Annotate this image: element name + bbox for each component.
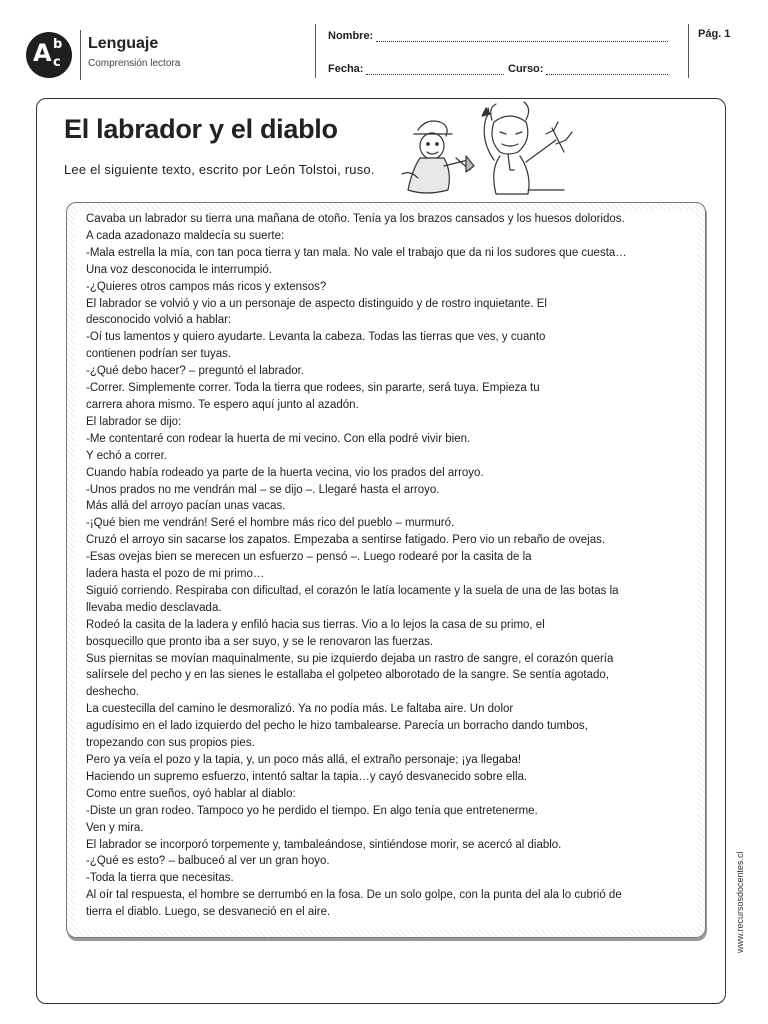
story-line: -¿Qué es esto? – balbuceó al ver un gran hoyo. [86, 855, 330, 868]
story-line: -Me contentaré con rodear la huerta de mi vecino. Con ella podré vivir bien. [86, 432, 471, 445]
name-field[interactable] [328, 30, 668, 42]
logo-letter-c: c [53, 55, 61, 70]
name-blank-line[interactable] [376, 30, 668, 42]
page-title: El labrador y el diablo [64, 114, 338, 144]
story-line: carrera ahora mismo. Te espero aquí junto al azadón. [86, 398, 359, 411]
story-line: Siguió corriendo. Respiraba con dificultad, el corazón le latía locamente y la suela de una de las botas la [86, 584, 619, 597]
intro-instruction: Lee el siguiente texto, escrito por León Tolstoi, ruso. [64, 162, 375, 177]
date-blank-line[interactable] [366, 63, 504, 75]
story-line: El labrador se incorporó torpemente y, tambaleándose, sintiéndose morir, se acercó al diablo. [86, 838, 562, 851]
story-line: -Oí tus lamentos y quiero ayudarte. Levanta la cabeza. Todas las tierras que ves, y cuanto [86, 331, 546, 344]
story-line: -¿Qué debo hacer? – preguntó el labrador. [86, 365, 305, 378]
story-line: Cavaba un labrador su tierra una mañana de otoño. Tenía ya los brazos cansados y los huesos doloridos. [86, 213, 625, 225]
story-line: Al oír tal respuesta, el hombre se derrumbó en la fosa. De un solo golpe, con la punta del ala lo cubrió de [86, 889, 622, 902]
story-line: -Mala estrella la mía, con tan poca tierra y tan mala. No vale el trabajo que da ni los sudores que cuesta… [86, 246, 627, 259]
story-line: desconocido volvió a hablar: [86, 314, 232, 327]
story-line: A cada azadonazo maldecía su suerte: [86, 229, 285, 242]
course-label: Curso: [508, 63, 544, 75]
subject-subtitle: Comprensión lectora [88, 58, 181, 69]
story-line: Cruzó el arroyo sin sacarse los zapatos. Empezaba a sentirse fatigado. Pero vio un rebaño de ovejas. [86, 534, 606, 547]
story-line: salírsele del pecho y en las sienes le estallaba el golpeteo alborotado de la sangre. Se sentía agotado, [86, 669, 609, 682]
date-field[interactable] [328, 63, 504, 75]
story-line: -Unos prados no me vendrán mal – se dijo –. Llegaré hasta el arroyo. [86, 483, 440, 496]
story-line: Como entre sueños, oyó hablar al diablo: [86, 787, 296, 800]
story-line: Una voz desconocida le interrumpió. [86, 263, 273, 276]
logo-letter-b: b [53, 37, 63, 52]
story-line: tropezando con sus propios pies. [86, 737, 255, 750]
story-line: Y echó a correr. [86, 449, 167, 462]
story-line: Sus piernitas se movían maquinalmente, su pie izquierdo dejaba un rastro de sangre, el corazón quería [86, 652, 614, 665]
story-line: Cuando había rodeado ya parte de la huerta vecina, vio los prados del arroyo. [86, 466, 484, 479]
story-line: -Diste un gran rodeo. Tampoco yo he perdido el tiempo. En algo tenía que entretenerme. [86, 804, 538, 817]
student-info-box [315, 24, 689, 78]
story-line: El labrador se dijo: [86, 415, 182, 428]
page-number: Pág. 1 [698, 28, 731, 40]
course-field[interactable] [508, 63, 668, 75]
story-line: -¿Quieres otros campos más ricos y extensos? [86, 280, 327, 293]
story-line: llevaba medio desclavada. [86, 601, 222, 614]
story-line: -Correr. Simplemente correr. Toda la tierra que rodees, sin pararte, será tuya. Empieza tu [86, 382, 540, 395]
logo-letter-a: A [33, 39, 52, 67]
story-text [86, 211, 690, 921]
subject-title: Lenguaje [88, 35, 159, 52]
story-line: bosquecillo que pronto iba a ser suyo, y se le renovaron las fuerzas. [86, 635, 434, 648]
story-line: Ven y mira. [86, 821, 144, 834]
story-line: -Esas ovejas bien se merecen un esfuerzo – pensó –. Luego rodearé por la casita de la [86, 551, 532, 564]
name-label: Nombre: [328, 30, 374, 42]
story-line: tierra el diablo. Luego, se desvaneció en el aire. [86, 906, 331, 919]
story-line: deshecho. [86, 686, 140, 699]
side-url: www.recursosdocentes.cl [735, 851, 745, 953]
story-line: -¡Qué bien me vendrán! Seré el hombre más rico del pueblo – murmuró. [86, 517, 455, 530]
date-label: Fecha: [328, 63, 364, 75]
story-line: El labrador se volvió y vio a un personaje de aspecto distinguido y de rostro inquietante. El [86, 297, 547, 310]
story-line: Pero ya veía el pozo y la tapia, y, un poco más allá, el extraño personaje; ¡ya llegaba! [86, 754, 522, 766]
story-line: La cuestecilla del camino le desmoralizó. Ya no podía más. Le faltaba aire. Un dolor [86, 703, 514, 716]
story-line: Más allá del arroyo pacían unas vacas. [86, 500, 286, 513]
header-divider [80, 30, 81, 80]
course-blank-line[interactable] [546, 63, 668, 75]
story-line: agudísimo en el lado izquierdo del pecho le hizo tambalearse. Parecía un borracho dando tumbos, [86, 720, 588, 733]
story-line: contienen podrían ser tuyas. [86, 348, 232, 361]
story-line: Rodeó la casita de la ladera y enfiló hacia sus tierras. Vio a lo lejos la casa de su primo, el [86, 618, 545, 631]
abc-logo [26, 32, 72, 78]
story-line: Haciendo un supremo esfuerzo, intentó saltar la tapia…y cayó desvanecido sobre ella. [86, 770, 528, 783]
farmer-and-devil-illustration [396, 100, 596, 200]
story-line: -Toda la tierra que necesitas. [86, 872, 234, 885]
story-line: ladera hasta el pozo de mi primo… [86, 568, 265, 581]
